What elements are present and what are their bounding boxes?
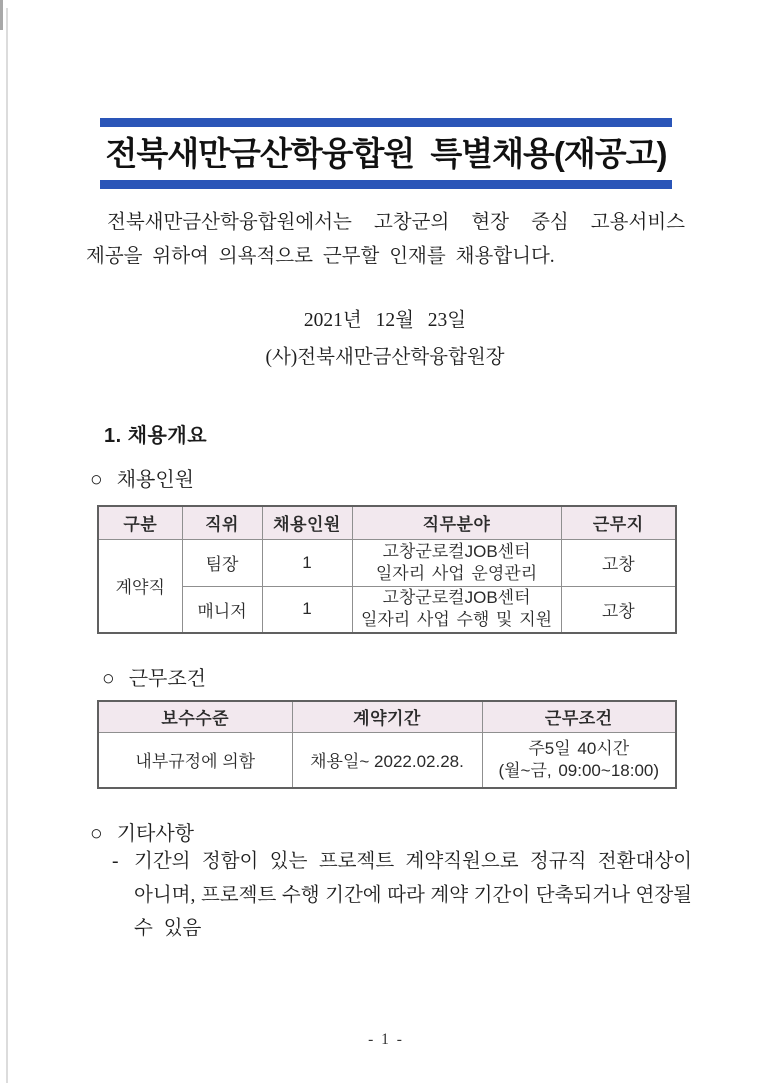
recruit-header-duty: 직무분야 bbox=[352, 506, 561, 539]
etc-line-1: 기간의 정함이 있는 프로젝트 계약직원으로 정규직 전환대상이 bbox=[134, 851, 692, 872]
page-number: - 1 - bbox=[368, 1031, 402, 1048]
circle-bullet-icon: ○ bbox=[102, 666, 115, 690]
subsection-recruit-heading bbox=[90, 463, 194, 492]
work-header-condition: 근무조건 bbox=[482, 701, 676, 732]
subsection-work-heading bbox=[102, 662, 206, 691]
scan-artifact-corner bbox=[0, 0, 3, 30]
duty-line-1: 고창군로컬JOB센터 bbox=[382, 588, 531, 608]
etc-line-3: 수 있음 bbox=[134, 918, 202, 939]
subsection-etc-label: 기타사항 bbox=[116, 823, 194, 845]
work-cell-pay: 내부규정에 의함 bbox=[98, 732, 292, 788]
recruit-table bbox=[97, 505, 677, 634]
duty-line-1: 고창군로컬JOB센터 bbox=[382, 541, 531, 561]
work-cell-period: 채용일~ 2022.02.28. bbox=[292, 732, 482, 788]
condition-line-2: (월~금, 09:00~18:00) bbox=[498, 760, 660, 780]
section-1-heading: 1. 채용개요 bbox=[104, 425, 208, 447]
intro-line-1: 전북새만금산학융합원에서는 고창군의 현장 중심 고용서비스 bbox=[107, 212, 685, 233]
title-bottom-bar bbox=[100, 180, 672, 189]
recruit-cell-location: 고창 bbox=[561, 539, 676, 586]
issue-date: 2021년 12월 23일 bbox=[303, 310, 467, 331]
etc-line-2: 아니며, 프로젝트 수행 기간에 따라 계약 기간이 단축되거나 연장될 bbox=[134, 884, 692, 906]
table-row bbox=[98, 539, 676, 586]
recruit-cell-duty bbox=[352, 586, 561, 633]
work-header-pay: 보수수준 bbox=[98, 701, 292, 732]
recruit-header-position: 직위 bbox=[182, 506, 262, 539]
etc-bullet-item bbox=[112, 845, 692, 946]
condition-line-1: 주5일 40시간 bbox=[528, 738, 630, 758]
recruit-cell-count: 1 bbox=[262, 586, 352, 633]
duty-line-2: 일자리 사업 운영관리 bbox=[375, 563, 538, 583]
circle-bullet-icon: ○ bbox=[90, 467, 103, 491]
issuer-name: (사)전북새만금산학융합원장 bbox=[265, 347, 505, 368]
recruit-table-header-row bbox=[98, 506, 676, 539]
intro-line-2: 제공을 위하여 의욕적으로 근무할 인재를 채용합니다. bbox=[86, 246, 555, 267]
etc-bullet-text bbox=[134, 845, 692, 946]
recruit-cell-count: 1 bbox=[262, 539, 352, 586]
scan-artifact-left-edge bbox=[6, 8, 8, 1083]
duty-line-2: 일자리 사업 수행 및 지원 bbox=[360, 610, 553, 630]
subsection-etc-heading bbox=[90, 817, 194, 846]
circle-bullet-icon: ○ bbox=[90, 821, 103, 845]
work-conditions-table bbox=[97, 700, 677, 789]
title-top-bar bbox=[100, 118, 672, 127]
work-header-period: 계약기간 bbox=[292, 701, 482, 732]
recruit-header-category: 구분 bbox=[98, 506, 182, 539]
recruit-cell-position: 팀장 bbox=[182, 539, 262, 586]
recruit-cell-duty bbox=[352, 539, 561, 586]
recruit-header-location: 근무지 bbox=[561, 506, 676, 539]
recruit-header-count: 채용인원 bbox=[262, 506, 352, 539]
work-cell-condition bbox=[482, 732, 676, 788]
work-table-header-row bbox=[98, 701, 676, 732]
recruit-cell-location: 고창 bbox=[561, 586, 676, 633]
subsection-recruit-label: 채용인원 bbox=[116, 469, 194, 491]
recruit-cell-position: 매니저 bbox=[182, 586, 262, 633]
intro-paragraph bbox=[86, 206, 685, 274]
dash-bullet-icon: - bbox=[112, 851, 119, 872]
recruit-cell-group: 계약직 bbox=[98, 539, 182, 633]
title-banner bbox=[100, 118, 672, 189]
page-title: 전북새만금산학융합원 특별채용(재공고) bbox=[105, 135, 667, 172]
table-row bbox=[98, 732, 676, 788]
subsection-work-label: 근무조건 bbox=[128, 668, 206, 690]
table-row bbox=[98, 586, 676, 633]
